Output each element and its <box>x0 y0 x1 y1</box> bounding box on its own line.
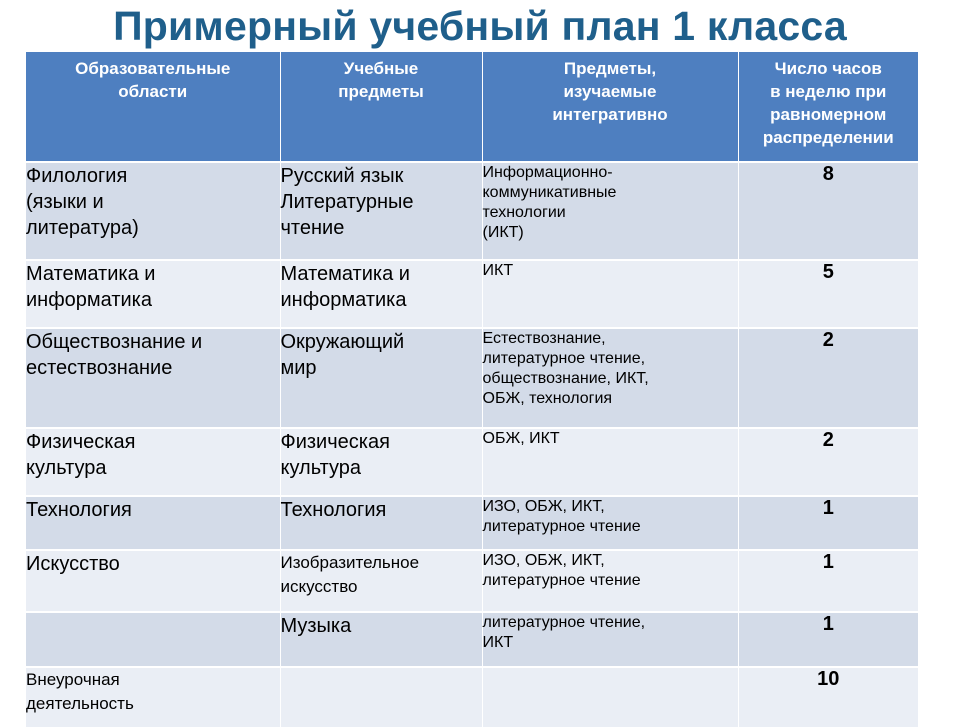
header-subjects: Учебные предметы <box>280 52 482 162</box>
cell-area: Технология <box>26 496 280 550</box>
cell-integrated: ИКТ <box>482 260 738 328</box>
cell-integrated: литературное чтение, ИКТ <box>482 612 738 667</box>
cell-subject: Математика и информатика <box>280 260 482 328</box>
cell-area <box>26 612 280 667</box>
table-row <box>26 667 918 727</box>
cell-hours: 1 <box>738 496 918 550</box>
table-row <box>26 428 918 496</box>
cell-hours: 5 <box>738 260 918 328</box>
header-integrated-subjects: Предметы, изучаемые интегративно <box>482 52 738 162</box>
cell-area: Искусство <box>26 550 280 612</box>
table-header-row <box>26 52 918 162</box>
cell-hours: 2 <box>738 328 918 428</box>
table-row <box>26 612 918 667</box>
cell-hours: 2 <box>738 428 918 496</box>
table-row <box>26 162 918 260</box>
curriculum-table <box>26 52 918 727</box>
cell-subject: Музыка <box>280 612 482 667</box>
table-row <box>26 496 918 550</box>
cell-integrated: Естествознание, литературное чтение, обществознание, ИКТ, ОБЖ, технология <box>482 328 738 428</box>
cell-area: Математика и информатика <box>26 260 280 328</box>
header-educational-areas: Образовательные области <box>26 52 280 162</box>
cell-area: Физическая культура <box>26 428 280 496</box>
cell-hours: 10 <box>738 667 918 727</box>
cell-integrated: ИЗО, ОБЖ, ИКТ, литературное чтение <box>482 496 738 550</box>
cell-subject: Окружающий мир <box>280 328 482 428</box>
cell-area: Внеурочная деятельность <box>26 667 280 727</box>
cell-hours: 1 <box>738 550 918 612</box>
table-row <box>26 550 918 612</box>
cell-subject: Технология <box>280 496 482 550</box>
cell-subject <box>280 667 482 727</box>
cell-integrated: ОБЖ, ИКТ <box>482 428 738 496</box>
cell-integrated <box>482 667 738 727</box>
cell-integrated: Информационно- коммуникативные технологии (ИКТ) <box>482 162 738 260</box>
cell-subject: Изобразительное искусство <box>280 550 482 612</box>
cell-subject: Русский язык Литературные чтение <box>280 162 482 260</box>
table-row <box>26 328 918 428</box>
cell-area: Филология (языки и литература) <box>26 162 280 260</box>
page-title: Примерный учебный план 1 класса <box>113 3 847 49</box>
cell-hours: 1 <box>738 612 918 667</box>
cell-area: Обществознание и естествознание <box>26 328 280 428</box>
table-row <box>26 260 918 328</box>
cell-hours: 8 <box>738 162 918 260</box>
cell-subject: Физическая культура <box>280 428 482 496</box>
cell-integrated: ИЗО, ОБЖ, ИКТ, литературное чтение <box>482 550 738 612</box>
header-weekly-hours: Число часов в неделю при равномерном распределении <box>738 52 918 162</box>
